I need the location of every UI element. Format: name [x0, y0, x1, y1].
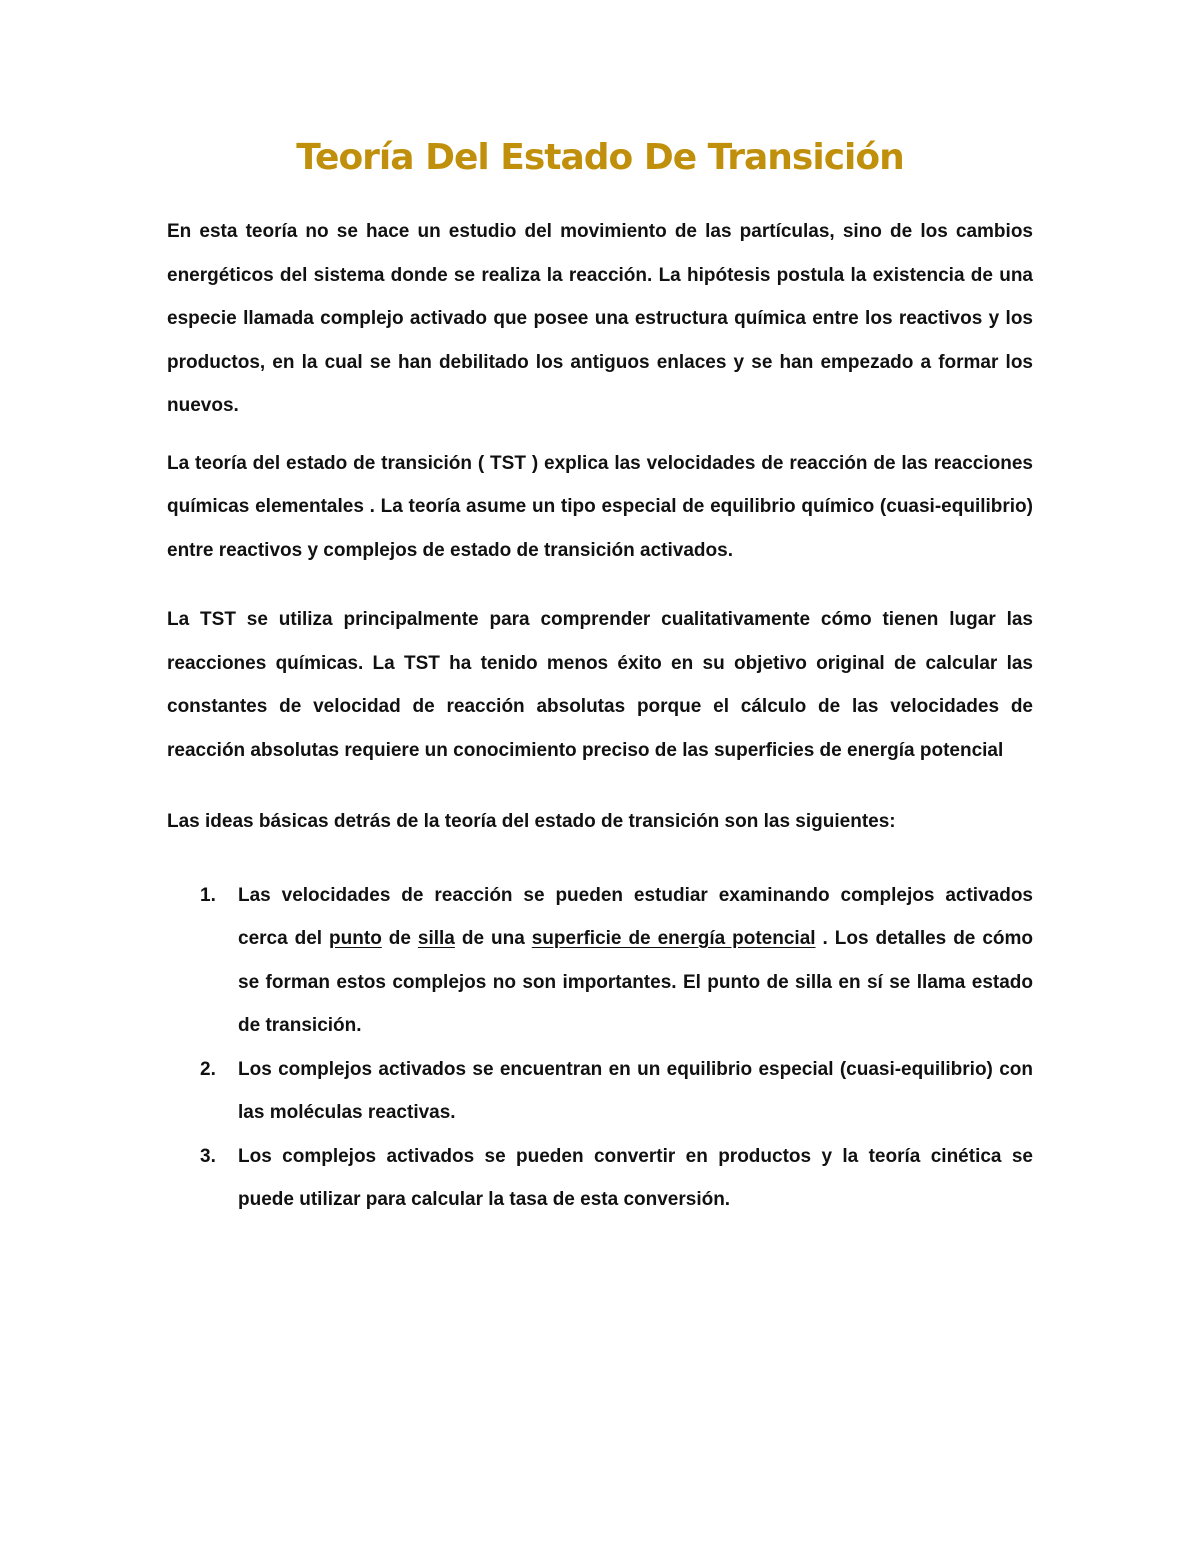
list-item	[167, 1135, 1033, 1222]
tst-definition-paragraph: La teoría del estado de transición ( TST ) explica las velocidades de reacción de las reacciones químicas elementales . La teoría asume un tipo especial de equilibrio químico (cuasi-equilibrio) entre reactivos y complejos de estado de transición activados.	[167, 452, 1033, 561]
document-title: Teoría Del Estado De Transición	[296, 137, 904, 178]
list-item-text: Las velocidades de reacción se pueden estudiar examinando complejos activados cerca del	[238, 884, 1033, 949]
document-page	[167, 128, 1033, 1222]
punto-link[interactable]: punto	[329, 928, 382, 949]
basic-ideas-lead: Las ideas básicas detrás de la teoría del estado de transición son las siguientes:	[167, 811, 896, 832]
tst-uses-paragraph: La TST se utiliza principalmente para comprender cualitativamente cómo tienen lugar las reacciones químicas. La TST ha tenido menos éxito en su objetivo original de calcular las constantes de velocidad de reacción absolutas porque el cálculo de las velocidades de reacción absolutas requiere un conocimiento preciso de las superficies de energía potencial	[167, 609, 1033, 761]
list-item-number: 2.	[200, 1058, 216, 1080]
list-item-text: de	[381, 928, 418, 949]
basic-ideas-list	[167, 874, 1033, 1222]
list-item-number: 1.	[200, 884, 216, 906]
list-item	[167, 1048, 1033, 1135]
potential-energy-surface-link[interactable]: superficie de energía potencial	[531, 928, 816, 949]
list-item-text: Los complejos activados se encuentran en un equilibrio especial (cuasi-equilibrio) con las moléculas reactivas.	[238, 1058, 1033, 1123]
list-item-text: . Los detalles de cómo se forman estos complejos no son importantes. El punto de silla en sí se llama estado de transición.	[238, 928, 1034, 1036]
list-item-text: de una	[454, 928, 532, 949]
list-item-number: 3.	[200, 1145, 216, 1167]
list-item-text: Los complejos activados se pueden convertir en productos y la teoría cinética se puede utilizar para calcular la tasa de esta conversión.	[238, 1145, 1033, 1210]
list-item	[167, 874, 1033, 1048]
silla-link[interactable]: silla	[417, 928, 455, 949]
intro-paragraph: En esta teoría no se hace un estudio del movimiento de las partículas, sino de los cambios energéticos del sistema donde se realiza la reacción. La hipótesis postula la existencia de una especie llamada complejo activado que posee una estructura química entre los reactivos y los productos, en la cual se han debilitado los antiguos enlaces y se han empezado a formar los nuevos.	[167, 221, 1033, 416]
